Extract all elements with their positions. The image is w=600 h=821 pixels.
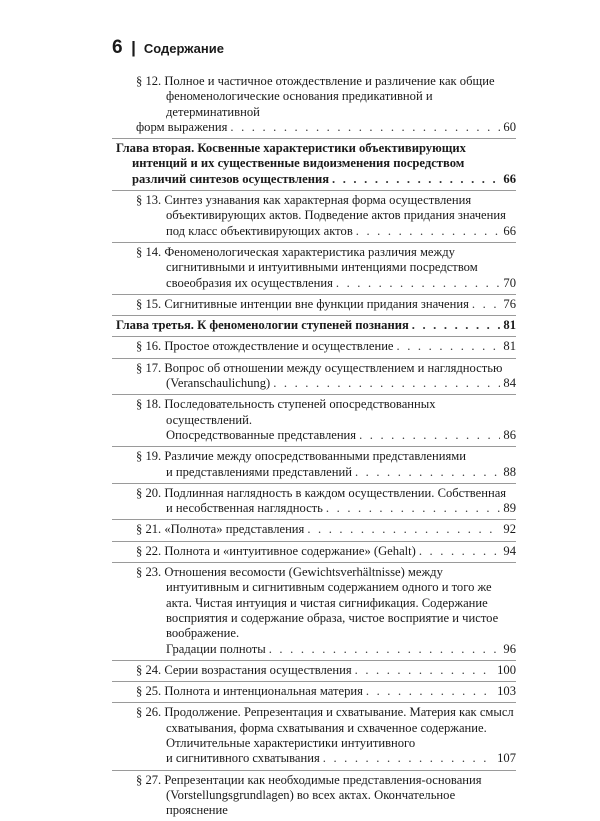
toc-entry-text: § 13. Синтез узнавания как характерная форма осуществления объективирующих актов. Подведение актов придания значения [136, 193, 506, 223]
toc-entry-12[interactable] [112, 72, 516, 139]
toc-page-number: 84 [503, 376, 516, 391]
toc-page-number: 103 [497, 684, 516, 699]
chapter-title: Глава вторая. Косвенные характеристики объективирующих интенций и их существенные видоизменения посредством [116, 141, 466, 171]
toc-page-number: 88 [503, 464, 516, 479]
toc-page-number: 70 [503, 275, 516, 290]
toc-page-number: 94 [503, 543, 516, 558]
toc-page-number: 66 [503, 171, 516, 186]
toc-entry-text-end: (Veranschaulichung) [166, 376, 271, 391]
toc-entry-text: § 24. Серии возрастания осуществления [136, 662, 352, 677]
dot-leader [419, 544, 501, 559]
toc-entry-17[interactable] [112, 359, 516, 396]
toc-entry-text: § 25. Полнота и интенциональная материя [136, 684, 363, 699]
toc-entry-16[interactable] [112, 337, 516, 358]
dot-leader [323, 751, 494, 766]
toc-entry-text-end: и несобственная наглядность [166, 501, 323, 516]
toc-entry-22[interactable] [112, 542, 516, 563]
dot-leader [230, 120, 500, 135]
toc-entry-15[interactable] [112, 295, 516, 316]
dot-leader [326, 501, 500, 516]
dot-leader [366, 684, 494, 699]
toc-entry-text: § 26. Продолжение. Репрезентация и схватывание. Материя как смысл схватывания, форма схватывания и схваченное содержание. Отличительные характеристики интуитивного [136, 705, 514, 750]
toc-entry-23[interactable] [112, 563, 516, 661]
table-of-contents [112, 72, 516, 821]
toc-entry-text-end: Опосредствованные представления [166, 427, 357, 442]
toc-entry-text-end: под класс объективирующих актов [166, 223, 353, 238]
dot-leader [307, 522, 500, 537]
toc-entry-text: § 21. «Полнота» представления [136, 522, 305, 537]
page-number: 6 [112, 37, 124, 58]
toc-page-number: 76 [503, 296, 516, 311]
dot-leader [355, 465, 500, 480]
toc-page-number: 107 [497, 751, 516, 766]
dot-leader [355, 663, 494, 678]
running-head [112, 37, 224, 57]
toc-entry-text: § 17. Вопрос об отношении между осуществлением и наглядностью [136, 360, 503, 375]
chapter-title-end: различий синтезов осуществления [132, 171, 330, 186]
dot-leader [336, 276, 501, 291]
toc-entry-25[interactable] [112, 682, 516, 703]
toc-page-number: 81 [503, 339, 516, 354]
dot-leader [359, 428, 500, 443]
toc-entry-text: § 22. Полнота и «интуитивное содержание» (Gehalt) [136, 543, 416, 558]
toc-entry-text: § 14. Феноменологическая характеристика различия между сигнитивными и интуитивными интенциями посредством [136, 244, 478, 275]
dot-leader [397, 339, 501, 354]
running-title: Содержание [143, 41, 224, 56]
dot-leader [273, 376, 500, 391]
toc-chapter-2[interactable] [112, 139, 516, 191]
toc-entry-text-end: своеобразия их осуществления [166, 275, 333, 290]
toc-page-number: 81 [503, 318, 516, 333]
toc-entry-21[interactable] [112, 520, 516, 541]
toc-chapter-3[interactable] [112, 316, 516, 337]
toc-entry-24[interactable] [112, 661, 516, 682]
toc-entry-text-end: и представлениями представлений [166, 464, 352, 479]
toc-entry-26[interactable] [112, 703, 516, 770]
header-separator: | [131, 38, 136, 57]
toc-entry-27[interactable] [112, 771, 516, 821]
toc-entry-20[interactable] [112, 484, 516, 521]
toc-page-number: 66 [503, 223, 516, 238]
toc-entry-text: § 27. Репрезентации как необходимые представления-основания (Vorstellungsgrundlagen) во всех актах. Окончательное прояснение [136, 772, 482, 818]
toc-entry-13[interactable] [112, 191, 516, 243]
toc-entry-18[interactable] [112, 395, 516, 447]
dot-leader [356, 224, 501, 239]
toc-page-number: 100 [497, 662, 516, 677]
toc-page-number: 60 [503, 119, 516, 134]
toc-entry-text: § 12. Полное и частичное отождествление и различение как общие феноменологические основания предикативной и детерминативной [136, 74, 495, 119]
toc-entry-text: § 23. Отношения весомости (Gewichtsverhältnisse) между интуитивным и сигнитивным содержанием одного и того же акта. Чистая интуиция и чистая сигнификация. Содержание восприятия и содержание образа, чистое восприятие и чистое воображение. [136, 565, 499, 641]
toc-entry-text-end: Градации полноты [166, 641, 266, 656]
dot-leader [269, 642, 501, 657]
toc-entry-text: § 15. Сигнитивные интенции вне функции придания значения [136, 296, 469, 311]
toc-entry-19[interactable] [112, 447, 516, 484]
toc-page-number: 92 [503, 522, 516, 537]
toc-page-number: 86 [503, 427, 516, 442]
dot-leader [472, 297, 500, 312]
toc-entry-text-end: и сигнитивного схватывания [166, 751, 320, 766]
toc-entry-text: § 18. Последовательность ступеней опосредствованных осуществлений. [136, 397, 436, 427]
toc-page-number: 89 [503, 501, 516, 516]
dot-leader [412, 318, 501, 333]
dot-leader [332, 172, 500, 187]
toc-entry-text: § 16. Простое отождествление и осуществление [136, 339, 394, 354]
toc-entry-14[interactable] [112, 243, 516, 295]
toc-page-number: 96 [503, 641, 516, 656]
chapter-title: Глава третья. К феноменологии ступеней познания [116, 318, 409, 333]
toc-entry-text: § 19. Различие между опосредствованными представлениями [136, 449, 466, 464]
toc-entry-text-end: форм выражения [136, 119, 228, 134]
toc-entry-text: § 20. Подлинная наглядность в каждом осуществлении. Собственная [136, 485, 507, 500]
